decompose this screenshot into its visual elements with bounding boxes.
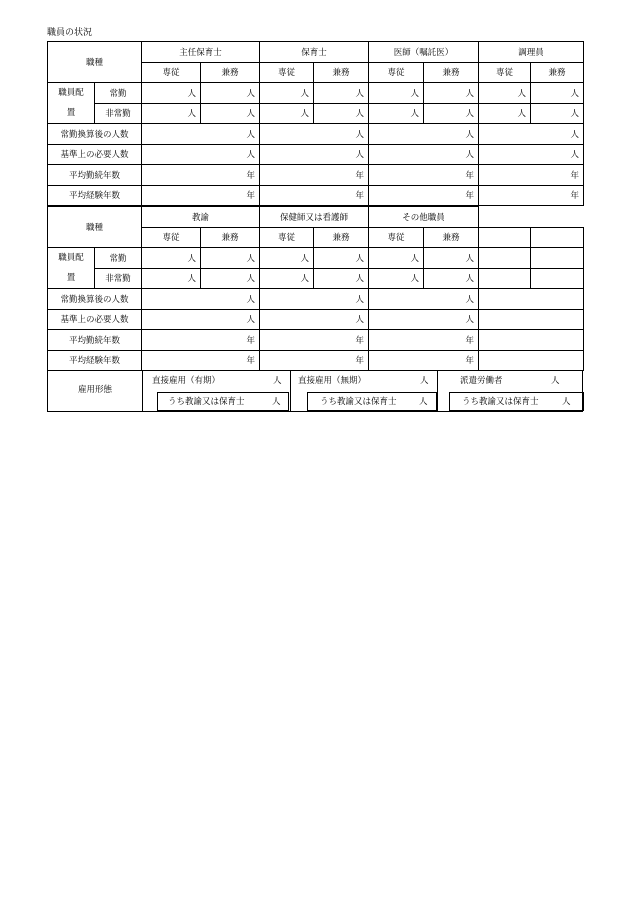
person-cell[interactable]: 人 <box>142 268 201 289</box>
direct-fixed-label: 直接雇用（有期） <box>152 376 221 386</box>
year-cell[interactable]: 年 <box>369 185 479 206</box>
empty-cell <box>479 350 584 371</box>
person-cell[interactable]: 人 <box>369 124 479 145</box>
person-cell[interactable]: 人 <box>479 124 584 145</box>
regular-label: 常勤 <box>95 248 142 269</box>
employment-type-label: 雇用形態 <box>77 385 112 395</box>
job-header: 教諭 <box>142 207 260 228</box>
staff-table-2 <box>47 206 584 371</box>
staff-allocation-label: 職員配置 <box>48 248 95 289</box>
dispatched-sub-unit: 人 <box>562 397 571 407</box>
full-time-header: 専従 <box>142 62 201 83</box>
full-time-header: 専従 <box>369 227 424 248</box>
divider <box>437 370 438 411</box>
non-regular-label: 非常勤 <box>95 268 142 289</box>
year-cell[interactable]: 年 <box>369 165 479 186</box>
required-label: 基準上の必要人数 <box>48 144 142 165</box>
person-cell[interactable]: 人 <box>142 144 260 165</box>
empty-cell <box>479 268 531 289</box>
year-cell[interactable]: 年 <box>142 330 260 351</box>
person-cell[interactable]: 人 <box>369 144 479 165</box>
job-type-header: 職種 <box>48 42 142 83</box>
job-header: 調理員 <box>479 42 584 63</box>
direct-indefinite-sub-box[interactable] <box>307 392 437 411</box>
person-cell[interactable]: 人 <box>369 309 479 330</box>
year-cell[interactable]: 年 <box>479 185 584 206</box>
person-cell[interactable]: 人 <box>260 103 314 124</box>
avg-experience-label: 平均経験年数 <box>48 185 142 206</box>
person-cell[interactable]: 人 <box>260 289 369 310</box>
person-cell[interactable]: 人 <box>142 103 201 124</box>
empty-cell <box>479 330 584 351</box>
empty-header <box>479 207 584 228</box>
direct-fixed-sub-unit: 人 <box>272 397 281 407</box>
person-cell[interactable]: 人 <box>424 103 479 124</box>
person-cell[interactable]: 人 <box>142 83 201 104</box>
concurrent-header: 兼務 <box>314 62 369 83</box>
concurrent-header: 兼務 <box>201 227 260 248</box>
person-cell[interactable]: 人 <box>142 248 201 269</box>
concurrent-header: 兼務 <box>531 62 584 83</box>
full-time-header: 専従 <box>142 227 201 248</box>
person-cell[interactable]: 人 <box>479 103 531 124</box>
staff-allocation-label: 職員配置 <box>48 83 95 124</box>
person-cell[interactable]: 人 <box>142 289 260 310</box>
direct-indefinite-label: 直接雇用（無期） <box>298 376 367 386</box>
person-cell[interactable]: 人 <box>369 248 424 269</box>
concurrent-header: 兼務 <box>424 62 479 83</box>
person-cell[interactable]: 人 <box>260 268 314 289</box>
person-cell[interactable]: 人 <box>531 103 584 124</box>
avg-service-label: 平均勤続年数 <box>48 330 142 351</box>
job-header: 医師（嘱託医） <box>369 42 479 63</box>
converted-label: 常勤換算後の人数 <box>48 124 142 145</box>
person-cell[interactable]: 人 <box>479 144 584 165</box>
empty-cell <box>531 227 584 248</box>
person-cell[interactable]: 人 <box>314 268 369 289</box>
person-cell[interactable]: 人 <box>369 268 424 289</box>
staff-table-1 <box>47 41 584 206</box>
concurrent-header: 兼務 <box>314 227 369 248</box>
job-header: 保健師又は看護師 <box>260 207 369 228</box>
person-cell[interactable]: 人 <box>201 248 260 269</box>
full-time-header: 専従 <box>260 62 314 83</box>
person-cell[interactable]: 人 <box>314 248 369 269</box>
full-time-header: 専従 <box>369 62 424 83</box>
person-cell[interactable]: 人 <box>201 103 260 124</box>
empty-cell <box>479 289 584 310</box>
person-cell[interactable]: 人 <box>314 83 369 104</box>
job-type-header: 職種 <box>48 207 142 248</box>
concurrent-header: 兼務 <box>424 227 479 248</box>
full-time-header: 専従 <box>260 227 314 248</box>
job-header: その他職員 <box>369 207 479 228</box>
direct-indefinite-sub-unit: 人 <box>419 397 428 407</box>
avg-experience-label: 平均経験年数 <box>48 350 142 371</box>
person-cell[interactable]: 人 <box>369 103 424 124</box>
person-cell[interactable]: 人 <box>260 124 369 145</box>
full-time-header: 専従 <box>479 62 531 83</box>
person-cell[interactable]: 人 <box>424 268 479 289</box>
direct-fixed-sub-label: うち教諭又は保育士 <box>168 397 245 407</box>
person-cell[interactable]: 人 <box>424 248 479 269</box>
person-cell[interactable]: 人 <box>260 248 314 269</box>
page-title: 職員の状況 <box>47 28 93 38</box>
person-cell[interactable]: 人 <box>260 83 314 104</box>
empty-cell <box>479 248 531 269</box>
person-cell[interactable]: 人 <box>369 83 424 104</box>
job-header: 保育士 <box>260 42 369 63</box>
year-cell[interactable]: 年 <box>260 185 369 206</box>
person-cell[interactable]: 人 <box>369 289 479 310</box>
person-cell[interactable]: 人 <box>260 309 369 330</box>
concurrent-header: 兼務 <box>201 62 260 83</box>
non-regular-label: 非常勤 <box>95 103 142 124</box>
year-cell[interactable]: 年 <box>260 330 369 351</box>
avg-service-label: 平均勤続年数 <box>48 165 142 186</box>
job-header: 主任保育士 <box>142 42 260 63</box>
year-cell[interactable]: 年 <box>142 350 260 371</box>
dispatched-unit[interactable]: 人 <box>551 376 560 386</box>
year-cell[interactable]: 年 <box>260 165 369 186</box>
direct-fixed-sub-box[interactable] <box>157 392 289 411</box>
person-cell[interactable]: 人 <box>314 103 369 124</box>
empty-cell <box>531 248 584 269</box>
direct-fixed-unit[interactable]: 人 <box>273 376 282 386</box>
dispatched-label: 派遣労働者 <box>460 376 503 386</box>
empty-cell <box>531 268 584 289</box>
direct-indefinite-unit[interactable]: 人 <box>420 376 429 386</box>
person-cell[interactable]: 人 <box>201 268 260 289</box>
required-label: 基準上の必要人数 <box>48 309 142 330</box>
person-cell[interactable]: 人 <box>479 83 531 104</box>
empty-cell <box>479 309 584 330</box>
person-cell[interactable]: 人 <box>142 124 260 145</box>
year-cell[interactable]: 年 <box>142 185 260 206</box>
divider <box>290 370 291 411</box>
person-cell[interactable]: 人 <box>424 83 479 104</box>
year-cell[interactable]: 年 <box>260 350 369 371</box>
dispatched-sub-box[interactable] <box>449 392 584 411</box>
dispatched-sub-label: うち教諭又は保育士 <box>462 397 539 407</box>
year-cell[interactable]: 年 <box>142 165 260 186</box>
divider <box>142 370 143 411</box>
empty-cell <box>479 227 531 248</box>
employment-type-section <box>47 370 583 412</box>
person-cell[interactable]: 人 <box>531 83 584 104</box>
person-cell[interactable]: 人 <box>142 309 260 330</box>
year-cell[interactable]: 年 <box>479 165 584 186</box>
year-cell[interactable]: 年 <box>369 350 479 371</box>
regular-label: 常勤 <box>95 83 142 104</box>
person-cell[interactable]: 人 <box>260 144 369 165</box>
converted-label: 常勤換算後の人数 <box>48 289 142 310</box>
person-cell[interactable]: 人 <box>201 83 260 104</box>
year-cell[interactable]: 年 <box>369 330 479 351</box>
direct-indefinite-sub-label: うち教諭又は保育士 <box>320 397 397 407</box>
